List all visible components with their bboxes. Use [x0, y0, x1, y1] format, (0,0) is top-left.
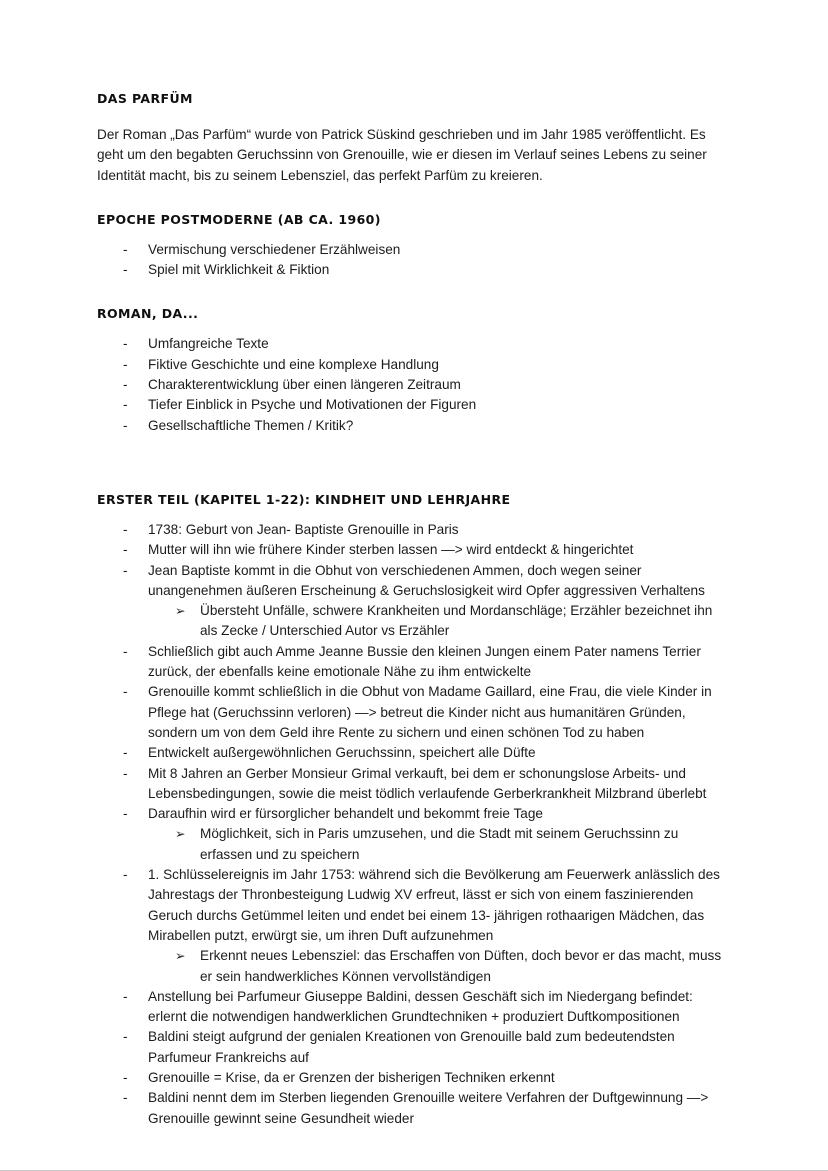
bullet-item	[97, 416, 731, 436]
dash-bullet-marker: -	[123, 336, 128, 352]
bullet-item	[97, 764, 731, 805]
bullet-text: Grenouille = Krise, da er Grenzen der bisherigen Techniken erkennt	[148, 1069, 555, 1085]
bullet-item	[97, 395, 731, 415]
sections-container	[97, 212, 731, 1129]
bullet-list	[97, 520, 731, 1129]
section-heading: ERSTER TEIL (KAPITEL 1-22): KINDHEIT UND LEHRJAHRE	[97, 491, 511, 507]
dash-bullet-marker: -	[123, 1029, 128, 1045]
dash-bullet-marker: -	[123, 241, 128, 257]
section-heading: ROMAN, DA...	[97, 306, 199, 322]
dash-bullet-marker: -	[123, 867, 128, 883]
arrow-bullet-marker: ➢	[175, 827, 186, 842]
arrow-bullet-marker: ➢	[175, 604, 186, 619]
bullet-text: Entwickelt außergewöhnlichen Geruchssinn, speichert alle Düfte	[148, 745, 536, 761]
bullet-item	[97, 260, 731, 280]
bullet-text: Erkennt neues Lebensziel: das Erschaffen von Düften, doch bevor er das macht, muss er sein handwerkliches Können vervollständigen	[200, 948, 722, 984]
sub-bullet-item	[97, 946, 731, 987]
dash-bullet-marker: -	[123, 397, 128, 413]
bullet-item	[97, 804, 731, 824]
bullet-text: Mit 8 Jahren an Gerber Monsieur Grimal verkauft, bei dem er schonungslose Arbeits- und Lebensbedingungen, sowie die meist tödlich verlaufende Gerberkrankheit Milzbrand überlebt	[148, 765, 707, 801]
dash-bullet-marker: -	[123, 377, 128, 393]
dash-bullet-marker: -	[123, 417, 128, 433]
dash-bullet-marker: -	[123, 1090, 128, 1106]
bullet-text: Gesellschaftliche Themen / Kritik?	[148, 417, 354, 433]
bullet-text: Daraufhin wird er fürsorglicher behandelt und bekommt freie Tage	[148, 806, 543, 822]
bullet-text: Baldini nennt dem im Sterben liegenden Grenouille weitere Verfahren der Duftgewinnung —> Grenouille gewinnt seine Gesundheit wieder	[148, 1090, 709, 1126]
bullet-item	[97, 743, 731, 763]
intro-paragraph: Der Roman „Das Parfüm“ wurde von Patrick Süskind geschrieben und im Jahr 1985 veröffentlicht. Es geht um den begabten Geruchssinn von Grenouille, wie er diesen im Verlauf seines Lebens zu seiner Identität macht, bis zu seinem Lebensziel, das perfekt Parfüm zu kreieren.	[97, 127, 707, 183]
dash-bullet-marker: -	[123, 988, 128, 1004]
document-section	[97, 492, 731, 1129]
bullet-text: Übersteht Unfälle, schwere Krankheiten und Mordanschläge; Erzähler bezeichnet ihn als Zecke / Unterschied Autor vs Erzähler	[200, 603, 713, 639]
arrow-bullet-marker: ➢	[175, 949, 186, 964]
bullet-text: Charakterentwicklung über einen längeren Zeitraum	[148, 377, 461, 393]
bullet-item	[97, 987, 731, 1028]
section-heading: EPOCHE POSTMODERNE (AB CA. 1960)	[97, 211, 381, 227]
bullet-item	[97, 865, 731, 946]
bullet-text: Mutter will ihn wie frühere Kinder sterben lassen —> wird entdeckt & hingerichtet	[148, 542, 634, 558]
dash-bullet-marker: -	[123, 521, 128, 537]
dash-bullet-marker: -	[123, 542, 128, 558]
dash-bullet-marker: -	[123, 356, 128, 372]
bullet-item	[97, 540, 731, 560]
bullet-item	[97, 1088, 731, 1129]
bullet-text: Jean Baptiste kommt in die Obhut von verschiedenen Ammen, doch wegen seiner unangenehmen äußeren Erscheinung & Geruchslosigkeit wird Opfer aggressiven Verhaltens	[148, 562, 705, 598]
bullet-text: Spiel mit Wirklichkeit & Fiktion	[148, 262, 330, 278]
bullet-item	[97, 240, 731, 260]
bullet-item	[97, 375, 731, 395]
bullet-item	[97, 1027, 731, 1068]
bullet-text: Schließlich gibt auch Amme Jeanne Bussie den kleinen Jungen einem Pater namens Terrier zurück, der ebenfalls keine emotionale Nähe zu ihm entwickelte	[148, 643, 701, 680]
bullet-text: 1. Schlüsselereignis im Jahr 1753: während sich die Bevölkerung am Feuerwerk anlässlich des Jahrestags der Thronbesteigung Ludwig XV erfreut, lässt er sich von einem faszinierenden Geruch durchs Getümmel leiten und endet bei einem 13- jährigen rothaarigen Mädchen, das Mirabellen putzt, erwürgt sie, um ihren Duft aufzunehmen	[148, 867, 720, 943]
bullet-item	[97, 520, 731, 540]
dash-bullet-marker: -	[123, 262, 128, 278]
dash-bullet-marker: -	[123, 765, 128, 781]
bullet-item	[97, 561, 731, 602]
bullet-text: Grenouille kommt schließlich in die Obhut von Madame Gaillard, eine Frau, die viele Kinder in Pflege hat (Geruchssinn verloren) —> betreut die Kinder nicht aus humanitären Gründen, sondern um von dem Geld ihre Rente zu sichern und einen schönen Tod zu haben	[148, 684, 712, 740]
bullet-text: Vermischung verschiedener Erzählweisen	[148, 241, 401, 257]
bullet-text: Anstellung bei Parfumeur Giuseppe Baldini, dessen Geschäft sich im Niedergang befindet: erlernt die notwendigen handwerklichen Grundtechniken + produziert Duftkompositionen	[148, 988, 693, 1025]
dash-bullet-marker: -	[123, 643, 128, 659]
bullet-item	[97, 682, 731, 743]
bullet-item	[97, 1068, 731, 1088]
dash-bullet-marker: -	[123, 562, 128, 578]
document-title: DAS PARFÜM	[97, 91, 193, 106]
dash-bullet-marker: -	[123, 684, 128, 700]
bullet-text: Fiktive Geschichte und eine komplexe Handlung	[148, 356, 439, 372]
bullet-item	[97, 355, 731, 375]
sub-bullet-item	[97, 601, 731, 642]
dash-bullet-marker: -	[123, 745, 128, 761]
bullet-text: Umfangreiche Texte	[148, 336, 269, 352]
bullet-item	[97, 334, 731, 354]
bullet-text: Möglichkeit, sich in Paris umzusehen, und die Stadt mit seinem Geruchssinn zu erfassen und zu speichern	[200, 826, 679, 862]
bullet-text: Tiefer Einblick in Psyche und Motivationen der Figuren	[148, 397, 477, 413]
bullet-list	[97, 334, 731, 435]
dash-bullet-marker: -	[123, 806, 128, 822]
document-section	[97, 212, 731, 281]
bullet-item	[97, 642, 731, 683]
document-section	[97, 306, 731, 435]
bullet-text: 1738: Geburt von Jean- Baptiste Grenouille in Paris	[148, 521, 459, 537]
bullet-text: Baldini steigt aufgrund der genialen Kreationen von Grenouille bald zum bedeutendsten Parfumeur Frankreichs auf	[148, 1029, 675, 1065]
dash-bullet-marker: -	[123, 1069, 128, 1085]
bullet-list	[97, 240, 731, 281]
sub-bullet-item	[97, 824, 731, 865]
